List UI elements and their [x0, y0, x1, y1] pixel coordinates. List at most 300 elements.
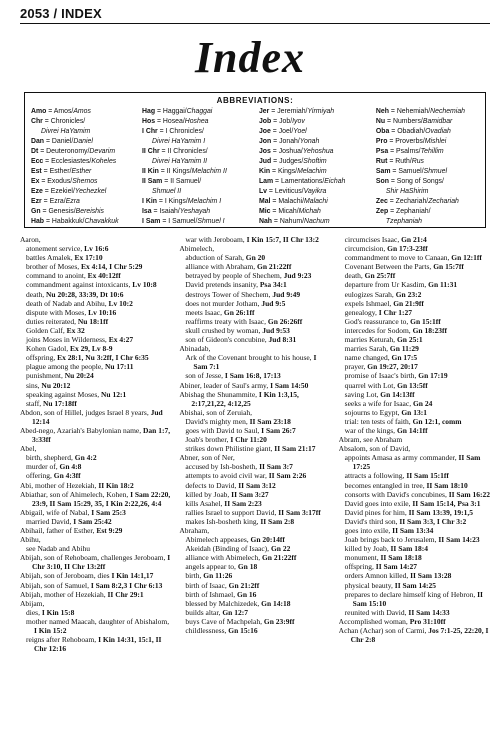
index-subentry	[339, 353, 490, 362]
entry-text: circumcision,	[344, 244, 386, 254]
scripture-reference: Lv 10:2	[108, 298, 133, 308]
abbreviation-book: Haggai/	[162, 108, 187, 115]
index-subentry	[20, 462, 171, 471]
equals-sign: =	[156, 198, 165, 205]
entry-text: Abishai, son of Zeruiah,	[179, 407, 253, 417]
entry-text: Covenant Between the Parts,	[344, 262, 432, 272]
index-subentry	[339, 499, 490, 508]
scripture-reference: Gn 12:1ff	[451, 253, 482, 263]
index-subentry	[179, 481, 330, 490]
equals-sign: =	[158, 168, 167, 175]
abbreviation-hebrew-name: Yehoshua	[302, 148, 334, 155]
entry-text: Abigail, wife of Nabal,	[20, 507, 90, 517]
abbreviation-code: Nah	[258, 218, 272, 225]
scripture-reference: Gn 12:7	[222, 607, 248, 617]
index-subentry	[339, 417, 490, 426]
abbreviation-hebrew-name: Shoftim	[303, 158, 327, 165]
equals-sign: =	[39, 178, 48, 185]
abbreviation-code: Mal	[258, 198, 271, 205]
abbreviation-code: Pro	[375, 138, 388, 145]
abbreviation-code: Zep	[375, 208, 389, 215]
entry-text: killed by Joab,	[344, 544, 389, 554]
scripture-reference: Ex 4:14, I Chr 5:29	[81, 262, 143, 272]
entry-text: birth of Ishmael,	[185, 589, 236, 599]
abbreviation-code: I Chr	[142, 128, 158, 135]
entry-text: Abiner, leader of Saul's army,	[179, 380, 269, 390]
equals-sign: =	[41, 198, 50, 205]
abbreviation-book: Ecclesiastes/	[51, 158, 92, 165]
abbreviation-entry	[376, 187, 479, 197]
scripture-reference: Gn 11:29	[389, 344, 419, 354]
entry-text: command to anoint,	[26, 271, 86, 281]
entry-text: genealogy,	[344, 307, 377, 317]
entry-text: monument,	[344, 553, 379, 563]
equals-sign: =	[271, 118, 280, 125]
abbreviation-hebrew-name: Shmuel II	[152, 188, 182, 195]
abbreviation-book: Genesis/	[48, 208, 76, 215]
index-subentry	[339, 481, 490, 490]
entry-text: Abijah, mother of Hezekiah,	[20, 589, 106, 599]
entry-text: rallies Israel to support David,	[185, 507, 277, 517]
abbreviation-code: I Kin	[142, 198, 157, 205]
index-entry	[339, 435, 490, 444]
index-subentry	[20, 353, 171, 362]
index-column	[179, 235, 330, 735]
entry-text: departure from Ur Kasdim,	[344, 280, 427, 290]
entry-text: expels Ishmael,	[344, 298, 392, 308]
abbreviation-hebrew-name: Yeshayah	[179, 208, 211, 215]
scripture-reference: I Chr 3:10, II Chr 13:2ff	[32, 553, 171, 572]
abbreviation-book: Zephaniah/	[396, 208, 431, 215]
index-subentry	[179, 299, 330, 308]
abbreviation-book: Ruth/	[395, 158, 412, 165]
scripture-reference: II Sam 15:1ff	[406, 471, 449, 481]
abbreviation-code: Jer	[258, 108, 270, 115]
abbreviation-entry	[259, 147, 376, 157]
scripture-reference: Gn 15:7ff	[433, 262, 464, 272]
scripture-reference: Pro 31:10ff	[409, 616, 446, 626]
abbreviation-book: Jonah/	[279, 138, 300, 145]
index-entry	[20, 571, 171, 580]
index-subentry	[339, 335, 490, 344]
abbreviation-entry	[31, 147, 142, 157]
scripture-reference: Psa 34:1	[259, 280, 287, 290]
scripture-reference: Jud 9:23	[283, 271, 312, 281]
abbreviation-hebrew-name: Mishlei	[424, 138, 447, 145]
abbreviation-hebrew-name: Chaggai	[186, 108, 213, 115]
index-subentry	[339, 490, 490, 499]
index-subentry	[339, 562, 490, 571]
abbreviation-entry	[142, 207, 259, 217]
entry-text: murder of,	[26, 462, 58, 472]
abbreviation-code: Ezr	[31, 198, 42, 205]
index-subentry	[20, 453, 171, 462]
entry-text: brother of Moses,	[26, 262, 80, 272]
entry-text: accused by Ish-bosheth,	[185, 462, 258, 472]
equals-sign: =	[389, 128, 398, 135]
entry-text: intercedes for Sodom,	[344, 325, 411, 335]
index-subentry	[339, 453, 490, 471]
index-subentry	[339, 535, 490, 544]
abbreviation-book: Habakkuk/	[51, 218, 85, 225]
equals-sign: =	[44, 138, 52, 145]
entry-text: Abishag the Shunammite,	[179, 389, 258, 399]
abbreviation-code: Ex	[31, 178, 40, 185]
entry-text: mother named Maacah, daughter of Abishalom,	[26, 616, 170, 626]
entry-text: Abiathar, son of Ahimelech, Kohen,	[20, 489, 129, 499]
abbreviation-book: Samuel/	[398, 168, 424, 175]
scripture-reference: Gn 23:2	[395, 289, 422, 299]
index-entry	[20, 444, 171, 453]
scripture-reference: II Sam 3:27	[231, 489, 269, 499]
entry-text: Golden Calf,	[26, 325, 65, 335]
entry-text: Aaron,	[20, 235, 41, 244]
index-subentry	[179, 280, 330, 289]
abbreviation-entry	[31, 127, 142, 137]
abbreviation-book: Amos/	[53, 108, 74, 115]
abbreviation-book: Daniel/	[51, 138, 74, 145]
index-subentry	[179, 435, 330, 444]
scripture-reference: II Sam 3:7	[259, 462, 293, 472]
index-subentry	[20, 335, 171, 344]
equals-sign: =	[157, 128, 166, 135]
scripture-reference: Gn 24	[412, 398, 433, 408]
entry-text: Abijam,	[20, 598, 45, 608]
equals-sign: =	[41, 168, 50, 175]
entry-text: Abed-nego, Azariah's Babylonian name,	[20, 425, 142, 435]
equals-sign: =	[270, 198, 279, 205]
scripture-reference: Jud 8:31	[268, 335, 297, 345]
scripture-reference: I Chr 11:20	[230, 435, 267, 445]
scripture-reference: I Sam 7:1	[193, 353, 317, 372]
equals-sign: =	[387, 198, 396, 205]
abbreviation-hebrew-name: Bereishis	[75, 208, 104, 215]
index-subentry	[339, 235, 490, 244]
scripture-reference: Nu 12:1	[101, 389, 127, 399]
abbreviation-code: Rut	[375, 158, 388, 165]
index-subentry	[339, 571, 490, 580]
entry-text: consorts with David's concubines,	[344, 489, 447, 499]
abbreviation-book: Esther/	[49, 168, 72, 175]
scripture-reference: Gn 14:1ff	[396, 425, 428, 435]
index-subentry	[20, 244, 171, 253]
abbreviation-entry	[376, 167, 479, 177]
entry-text: war with Jeroboam,	[185, 235, 245, 244]
entry-text: Absalom, son of David,	[338, 444, 411, 454]
scripture-reference: II Sam 18:4	[390, 544, 428, 554]
abbreviation-book: Song of Songs/	[396, 178, 444, 185]
abbreviation-code: Zec	[375, 198, 388, 205]
entry-text: childlessness,	[185, 626, 227, 636]
entry-text: abduction of Sarah,	[185, 253, 244, 263]
scripture-reference: Lv 10:8	[132, 280, 157, 290]
abbreviation-code: Kin	[258, 168, 271, 175]
entry-text: kills Asahel,	[185, 498, 223, 508]
index-column	[339, 235, 490, 735]
scripture-reference: II Sam 13:28	[410, 571, 452, 581]
entry-text: offspring,	[344, 562, 374, 572]
index-subentry	[179, 326, 330, 335]
abbreviation-entry	[259, 157, 376, 167]
scripture-reference: Gn 12:1, comm	[412, 416, 462, 426]
scripture-reference: Nu 17:18ff	[42, 398, 77, 408]
index-subentry	[179, 462, 330, 471]
scripture-reference: II Sam 23:18	[249, 416, 291, 426]
entry-text: becomes entangled in tree,	[344, 480, 425, 490]
abbreviation-entry	[142, 167, 259, 177]
index-subentry	[339, 426, 490, 435]
entry-text: killed by Joab,	[185, 489, 230, 499]
abbreviation-code: Hab	[31, 218, 45, 225]
abbreviation-hebrew-name: Nechemiah	[430, 108, 465, 115]
index-entry	[179, 244, 330, 253]
abbreviation-book: Leviticus/	[274, 188, 304, 195]
entry-text: Abi, mother of Hezekiah,	[20, 480, 97, 490]
index-subentry	[20, 253, 171, 262]
abbreviation-entry	[376, 147, 479, 157]
scripture-reference: I Sam 16:8, 17:13	[224, 371, 281, 381]
entry-text: Accomplished woman,	[338, 616, 408, 626]
index-subentry	[20, 271, 171, 280]
index-subentry	[339, 253, 490, 262]
abbreviation-entry	[31, 167, 142, 177]
index-entry	[179, 453, 330, 462]
abbreviation-hebrew-name: Rus	[411, 158, 425, 165]
scripture-reference: II Sam 21:17	[274, 444, 316, 454]
scripture-reference: Gn 23:9ff	[263, 616, 295, 626]
abbreviation-book: Joshua/	[278, 148, 303, 155]
index-subentry	[20, 317, 171, 326]
abbreviation-code: Son	[375, 178, 389, 185]
abbreviation-book: Ezekiel/	[50, 188, 75, 195]
index-subentry	[20, 544, 171, 553]
scripture-reference: Nu 20:12	[41, 380, 71, 390]
index-subentry	[179, 599, 330, 608]
entry-text: orders Amnon killed,	[344, 571, 409, 581]
equals-sign: =	[270, 128, 279, 135]
abbreviation-book: Isaiah/	[159, 208, 180, 215]
abbreviation-hebrew-name: Tehillim	[420, 148, 444, 155]
scripture-reference: Gn 17:3-23ff	[387, 244, 428, 254]
entry-text: David's third son,	[344, 516, 398, 526]
abbreviation-code: Hos	[142, 118, 156, 125]
abbreviation-code: Joe	[258, 128, 271, 135]
scripture-reference: II Kin 18:2	[98, 480, 134, 490]
scripture-reference: II Sam 16:22	[448, 489, 490, 499]
abbreviation-code: Sam	[375, 168, 391, 175]
entry-text: commandment against intoxicants,	[26, 280, 131, 290]
abbreviation-hebrew-name: Ezra	[65, 198, 80, 205]
scripture-reference: II Sam 14:33	[408, 607, 450, 617]
index-subentry	[179, 371, 330, 380]
scripture-reference: II Sam 2:8	[260, 516, 295, 526]
index-subentry	[339, 390, 490, 399]
entry-text: married David,	[26, 516, 72, 526]
scripture-reference: Gn 11:26	[203, 571, 233, 581]
index-subentry	[20, 608, 171, 617]
index-entry	[20, 235, 171, 244]
scripture-reference: Ex 4:27	[108, 335, 134, 345]
abbreviation-code: Isa	[142, 208, 152, 215]
abbreviation-entry	[31, 157, 142, 167]
entry-text: birth,	[185, 571, 202, 581]
abbreviation-code: Psa	[375, 148, 389, 155]
index-subentry	[339, 581, 490, 590]
abbreviation-code: I Sam	[142, 218, 161, 225]
entry-text: makes Ish-bosheth king,	[185, 516, 259, 526]
scripture-reference: Gn 4:3ff	[53, 471, 81, 481]
entry-text: skull crushed by woman,	[185, 325, 261, 335]
abbreviation-hebrew-name: Ovadiah	[425, 128, 451, 135]
abbreviation-entry	[259, 187, 376, 197]
index-subentry	[339, 290, 490, 299]
abbreviation-code: Hag	[142, 108, 156, 115]
entry-text: seeks a wife for Isaac,	[344, 398, 412, 408]
abbreviation-hebrew-name: Yirmiyah	[307, 108, 335, 115]
scripture-reference: Ex 28:1, Nu 3:2ff, I Chr 6:35	[57, 353, 149, 363]
entry-text: Akeidah (Binding of Isaac),	[185, 544, 270, 554]
index-subentry	[179, 499, 330, 508]
entry-text: birth, shepherd,	[26, 453, 73, 463]
entry-text: reigns after Rehoboam,	[26, 635, 97, 645]
abbreviation-code: Mic	[258, 208, 271, 215]
abbreviation-entry	[376, 207, 479, 217]
index-subentry	[339, 262, 490, 271]
scripture-reference: II Sam 13:34	[392, 526, 434, 535]
abbreviation-book: Lamentations/	[281, 178, 325, 185]
entry-text: quarrel with Lot,	[344, 380, 396, 390]
abbreviation-hebrew-name: Malachi	[304, 198, 328, 205]
scripture-reference: II Sam 17:25	[352, 453, 481, 472]
equals-sign: =	[388, 208, 397, 215]
entry-text: Joab brings back to Jerusalem,	[344, 535, 437, 545]
page-header: 2053 / INDEX	[20, 6, 102, 21]
equals-sign: =	[385, 118, 393, 125]
index-subentry	[339, 344, 490, 353]
scripture-reference: I Kin 14:31, 15:1, II Chr 12:16	[34, 635, 162, 654]
entry-text: alliance with Abimelech,	[185, 553, 261, 563]
scripture-reference: I Kin 15:7, II Chr 13:2	[246, 235, 319, 244]
entry-text: offering,	[26, 471, 52, 481]
scripture-reference: II Sam 18:10	[426, 480, 468, 490]
equals-sign: =	[271, 158, 280, 165]
entry-text: reaffirms treaty with Isaac,	[185, 316, 266, 326]
entry-text: David's mighty men,	[185, 416, 248, 426]
abbreviation-entry	[259, 137, 376, 147]
entry-text: joins Moses in Wilderness,	[26, 335, 107, 345]
entry-text: Abraham,	[179, 526, 210, 535]
index-entry	[20, 590, 171, 599]
equals-sign: =	[387, 138, 396, 145]
scripture-reference: I Chr 1:27	[378, 307, 412, 317]
abbreviation-book: Numbers/	[392, 118, 423, 125]
entry-text: meets Isaac,	[185, 307, 222, 317]
abbreviation-code: Dan	[31, 138, 45, 145]
equals-sign: =	[44, 218, 52, 225]
scripture-reference: Ex 32	[66, 325, 85, 335]
abbreviation-code: Ecc	[31, 158, 44, 165]
scripture-reference: II Chr 29:1	[107, 589, 144, 599]
index-subentry	[20, 280, 171, 289]
abbreviation-hebrew-name: Shir HaShirim	[385, 188, 429, 195]
index-subentry	[179, 290, 330, 299]
abbreviation-code: Jud	[258, 158, 272, 165]
scripture-reference: Gn 25:7ff	[364, 271, 396, 281]
scripture-reference: II Sam 3:12	[238, 480, 276, 490]
abbreviation-entry	[31, 107, 142, 117]
entry-text: Abel,	[20, 444, 37, 454]
equals-sign: =	[271, 138, 280, 145]
abbreviation-book: Exodus/	[47, 178, 73, 185]
abbreviation-code: II Sam	[142, 178, 163, 185]
abbreviation-entry	[376, 107, 479, 117]
entry-text: circumcises Isaac,	[344, 235, 400, 244]
abbreviation-hebrew-name: Esther	[71, 168, 92, 175]
abbreviation-book: Obadiah/	[397, 128, 426, 135]
entry-text: son of Gideon's concubine,	[185, 335, 267, 345]
abbreviation-book: Ezra/	[49, 198, 66, 205]
scripture-reference: Lv 10:16	[88, 307, 117, 317]
abbreviation-entry	[142, 217, 259, 227]
index-subentry	[179, 235, 330, 244]
scripture-reference: II Sam 14:23	[438, 535, 480, 545]
abbreviation-code: Est	[31, 168, 42, 175]
entry-text: dispute with Moses,	[26, 307, 87, 317]
abbreviation-book: Zechariah/	[395, 198, 429, 205]
entry-text: defects to David,	[185, 480, 237, 490]
index-subentry	[179, 353, 330, 371]
abbreviation-book: Deuteronomy/	[46, 148, 90, 155]
entry-text: Joab's brother,	[185, 435, 229, 445]
index-subentry	[339, 590, 490, 608]
scripture-reference: I Sam 22:20, 23:9, II Sam 15:29, 35, I Kin 2:22,26, 4:4	[32, 489, 171, 508]
abbreviation-book: Malachi/	[278, 198, 304, 205]
equals-sign: =	[155, 118, 163, 125]
entry-text: blessed by Malchizedek,	[185, 598, 260, 608]
abbreviation-entry	[31, 197, 142, 207]
index-subentry	[20, 471, 171, 480]
index-entry	[179, 526, 330, 535]
scripture-reference: Gn 4:2	[74, 453, 97, 463]
entry-text: sojourns to Egypt,	[344, 407, 400, 417]
index-entry	[20, 535, 171, 544]
entry-text: trial: ten tests of faith,	[344, 416, 411, 426]
index-subentry	[20, 399, 171, 408]
scripture-reference: II Sam 15:10	[352, 589, 483, 608]
abbreviation-hebrew-name: Eichah	[324, 178, 346, 185]
index-entry	[339, 617, 490, 626]
entry-text: David goes into exile,	[344, 498, 411, 508]
index-subentry	[179, 426, 330, 435]
index-column	[20, 235, 171, 735]
abbreviation-book: I Chronicles/	[165, 128, 204, 135]
abbreviation-entry	[142, 177, 259, 187]
entry-text: David pines for him,	[344, 507, 407, 517]
abbreviations-box	[24, 92, 486, 228]
header-rule	[20, 23, 490, 24]
equals-sign: =	[270, 168, 278, 175]
abbreviation-code: Gn	[31, 208, 41, 215]
entry-text: attempts to avoid civil war,	[185, 471, 267, 481]
equals-sign: =	[270, 208, 279, 215]
scripture-reference: Gn 26:1ff	[223, 307, 255, 317]
index-subentry	[179, 553, 330, 562]
index-subentry	[339, 508, 490, 517]
abbreviation-entry	[259, 177, 376, 187]
scripture-reference: Gn 17:5	[391, 353, 418, 363]
abbreviation-hebrew-name: Divrei HaYamim II	[152, 158, 208, 165]
scripture-reference: Jud 9:49	[272, 289, 301, 299]
